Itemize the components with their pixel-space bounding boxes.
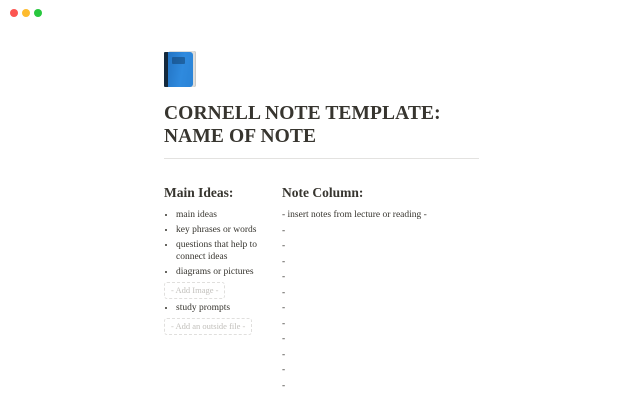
book-label <box>172 57 185 64</box>
note-line[interactable]: - <box>282 287 286 298</box>
page-icon[interactable] <box>164 51 479 89</box>
note-line[interactable]: - <box>282 318 286 329</box>
minimize-button[interactable] <box>22 9 30 17</box>
columns-layout <box>164 185 479 396</box>
close-button[interactable] <box>10 9 18 17</box>
note-line[interactable]: - <box>282 365 286 375</box>
main-ideas-column <box>164 185 271 396</box>
list-item[interactable]: • questions that help to connect ideas <box>176 240 271 263</box>
add-image-button[interactable]: - Add Image - <box>164 282 225 299</box>
window-controls <box>10 9 42 17</box>
list-item[interactable]: • main ideas <box>176 210 271 222</box>
add-outside-file-button[interactable]: - Add an outside file - <box>164 318 252 335</box>
divider <box>164 158 479 159</box>
note-line[interactable]: - <box>282 349 286 360</box>
zoom-button[interactable] <box>34 9 42 17</box>
note-line[interactable]: - <box>282 303 286 313</box>
main-ideas-heading[interactable]: Main Ideas: <box>164 185 234 200</box>
blue-book-icon <box>164 51 197 88</box>
note-line[interactable]: - <box>282 334 286 344</box>
note-line[interactable]: - <box>282 241 286 251</box>
note-column-heading[interactable]: Note Column: <box>282 185 364 200</box>
note-line[interactable]: - <box>282 225 286 236</box>
note-line[interactable]: - <box>282 256 286 267</box>
page-title[interactable]: CORNELL NOTE TEMPLATE: NAME OF NOTE <box>164 103 441 147</box>
main-ideas-list <box>164 210 271 278</box>
note-line[interactable]: - insert notes from lecture or reading - <box>282 210 427 220</box>
list-item[interactable]: • diagrams or pictures <box>176 267 271 279</box>
note-line[interactable]: - <box>282 380 286 391</box>
note-column <box>282 185 479 396</box>
page-content <box>164 0 479 396</box>
main-ideas-list-continued <box>164 303 271 315</box>
list-item[interactable]: • key phrases or words <box>176 225 271 237</box>
list-item[interactable]: • study prompts <box>176 303 271 315</box>
note-line[interactable]: - <box>282 272 286 282</box>
